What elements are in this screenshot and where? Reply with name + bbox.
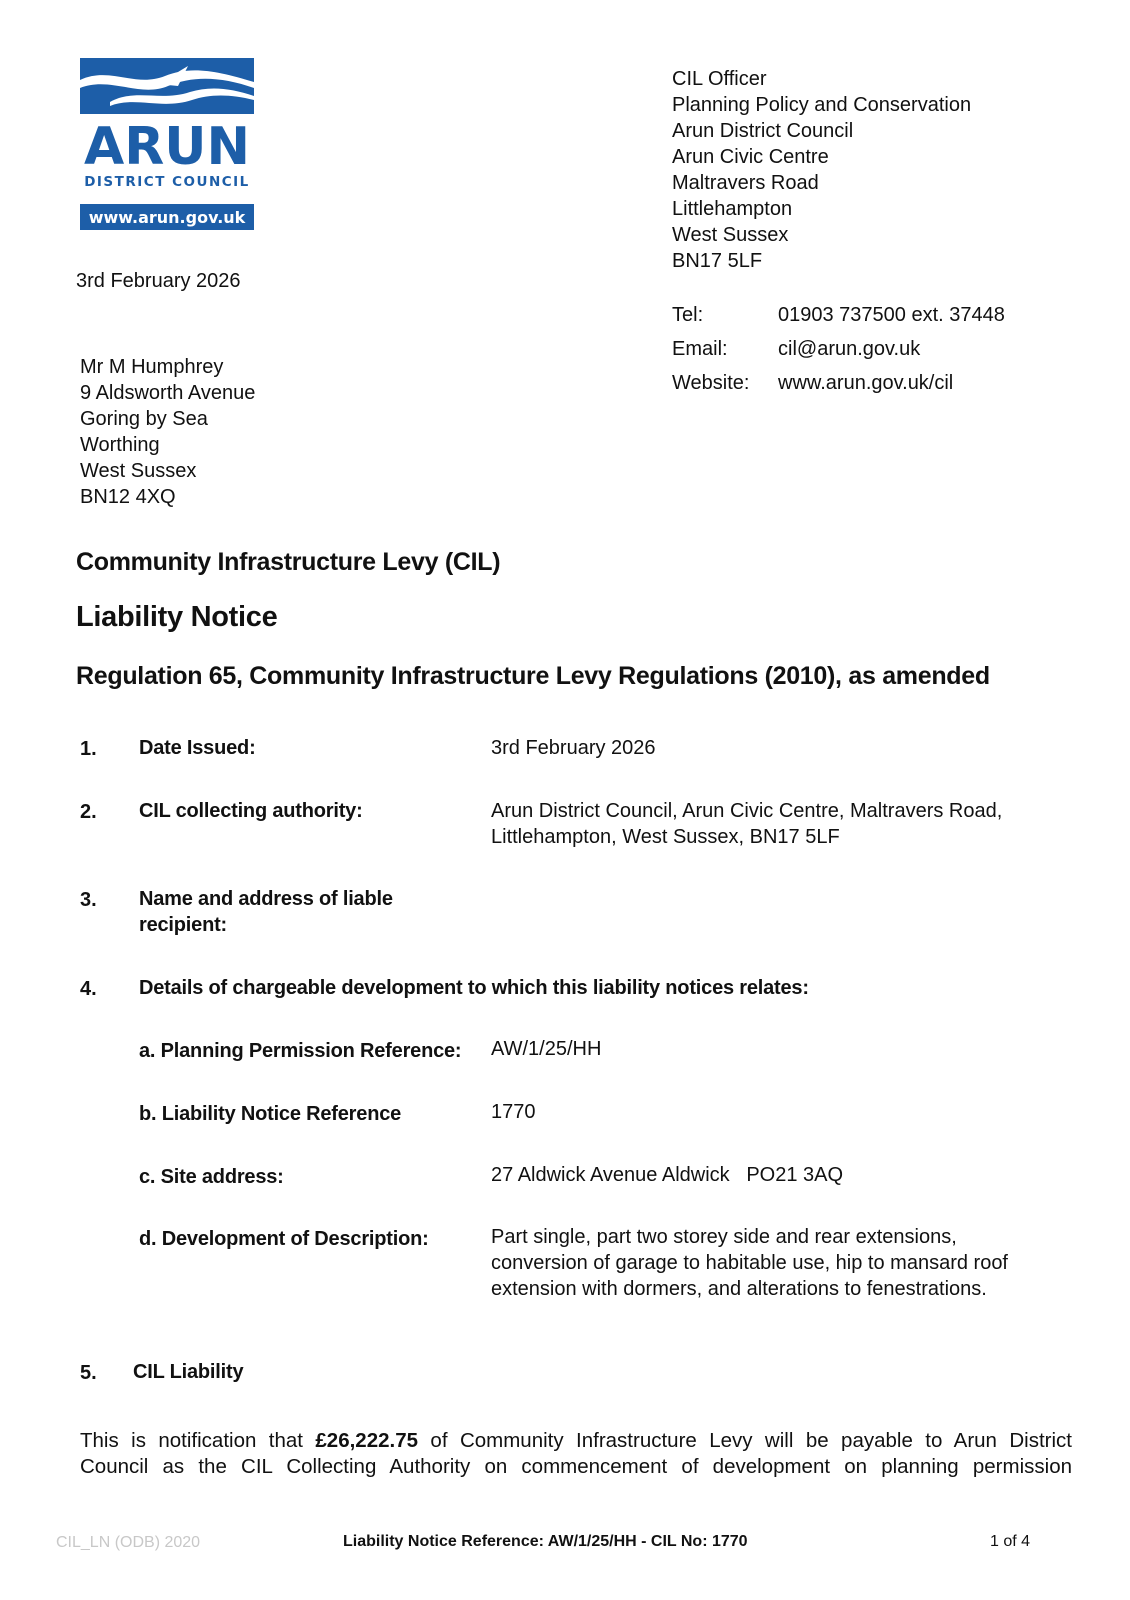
section-4-label: Details of chargeable development to which this liability notices relates: xyxy=(139,977,809,999)
liability-notice-ref-value: 1770 xyxy=(491,1101,536,1123)
site-address-value: 27 Aldwick Avenue Aldwick PO21 3AQ xyxy=(491,1164,844,1186)
section-2-value xyxy=(491,798,1002,850)
contact-email xyxy=(672,332,1005,366)
section-2-value-line: Arun District Council, Arun Civic Centre, Maltravers Road, xyxy=(491,800,1003,822)
logo-url: www.arun.gov.uk xyxy=(88,208,246,227)
section-3-label-line: Name and address of liable xyxy=(139,888,393,910)
sender-address xyxy=(672,66,971,274)
cil-liability-paragraph xyxy=(80,1428,1072,1480)
contact-tel xyxy=(672,298,1005,332)
development-description-line: conversion of garage to habitable use, hip to mansard roof xyxy=(491,1252,1008,1274)
sender-line: West Sussex xyxy=(672,224,789,246)
arun-logo xyxy=(80,58,254,234)
arun-logo-graphic xyxy=(80,58,254,234)
development-description-label: d. Development of Description: xyxy=(139,1228,429,1250)
sender-line: Planning Policy and Conservation xyxy=(672,94,972,116)
section-3-number: 3. xyxy=(80,889,97,911)
contact-label: Tel: xyxy=(672,304,704,326)
contact-value[interactable]: www.arun.gov.uk/cil xyxy=(778,372,954,394)
recipient-line: West Sussex xyxy=(80,460,197,482)
logo-title: ARUN xyxy=(83,117,251,177)
planning-permission-ref-value: AW/1/25/HH xyxy=(491,1038,602,1060)
footer-reference: Liability Notice Reference: AW/1/25/HH - CIL No: 1770 xyxy=(343,1533,748,1550)
heading-cil: Community Infrastructure Levy (CIL) xyxy=(76,548,501,576)
recipient-address xyxy=(80,354,255,510)
contact-details xyxy=(672,298,1005,400)
contact-value[interactable]: cil@arun.gov.uk xyxy=(778,338,921,360)
section-5-number: 5. xyxy=(80,1362,97,1384)
sender-line: BN17 5LF xyxy=(672,250,763,272)
paragraph-text-line2: Council as the CIL Collecting Authority on commencement of development on planning permission xyxy=(80,1455,1072,1478)
sender-line: Maltravers Road xyxy=(672,172,819,194)
contact-label: Email: xyxy=(672,338,728,360)
section-2-number: 2. xyxy=(80,801,97,823)
section-5-label: CIL Liability xyxy=(133,1361,244,1383)
sender-line: Arun Civic Centre xyxy=(672,146,829,168)
development-description-value xyxy=(491,1224,1008,1302)
section-3-label-line: recipient: xyxy=(139,914,228,936)
site-address-label: c. Site address: xyxy=(139,1166,284,1188)
sender-line: Littlehampton xyxy=(672,198,793,220)
recipient-line: Mr M Humphrey xyxy=(80,356,224,378)
section-2-label: CIL collecting authority: xyxy=(139,800,363,822)
heading-regulation: Regulation 65, Community Infrastructure Levy Regulations (2010), as amended xyxy=(76,662,990,690)
section-3-label xyxy=(139,886,393,938)
recipient-line: 9 Aldsworth Avenue xyxy=(80,382,256,404)
section-1-number: 1. xyxy=(80,738,97,760)
paragraph-text: of Community Infrastructure Levy will be payable to Arun District xyxy=(418,1429,1072,1452)
section-1-label: Date Issued: xyxy=(139,737,256,759)
contact-value: 01903 737500 ext. 37448 xyxy=(778,304,1005,326)
footer-form-code: CIL_LN (ODB) 2020 xyxy=(56,1534,201,1551)
section-2-value-line: Littlehampton, West Sussex, BN17 5LF xyxy=(491,826,840,848)
contact-label: Website: xyxy=(672,372,750,394)
section-1-value: 3rd February 2026 xyxy=(491,737,656,759)
sender-line: Arun District Council xyxy=(672,120,854,142)
footer-page-number: 1 of 4 xyxy=(990,1533,1031,1550)
contact-website xyxy=(672,366,1005,400)
cil-amount: £26,222.75 xyxy=(315,1429,419,1452)
heading-liability-notice: Liability Notice xyxy=(76,601,278,633)
development-description-line: extension with dormers, and alterations to fenestrations. xyxy=(491,1278,987,1300)
logo-subtitle: DISTRICT COUNCIL xyxy=(84,174,250,190)
recipient-line: BN12 4XQ xyxy=(80,486,176,508)
liability-notice-ref-label: b. Liability Notice Reference xyxy=(139,1103,402,1125)
sender-line: CIL Officer xyxy=(672,68,767,90)
recipient-line: Worthing xyxy=(80,434,160,456)
recipient-line: Goring by Sea xyxy=(80,408,208,430)
letter-date: 3rd February 2026 xyxy=(76,270,241,292)
section-4-number: 4. xyxy=(80,978,97,1000)
development-description-line: Part single, part two storey side and rear extensions, xyxy=(491,1226,957,1248)
planning-permission-ref-label: a. Planning Permission Reference: xyxy=(139,1040,462,1062)
paragraph-text: This is notification that xyxy=(80,1429,316,1452)
